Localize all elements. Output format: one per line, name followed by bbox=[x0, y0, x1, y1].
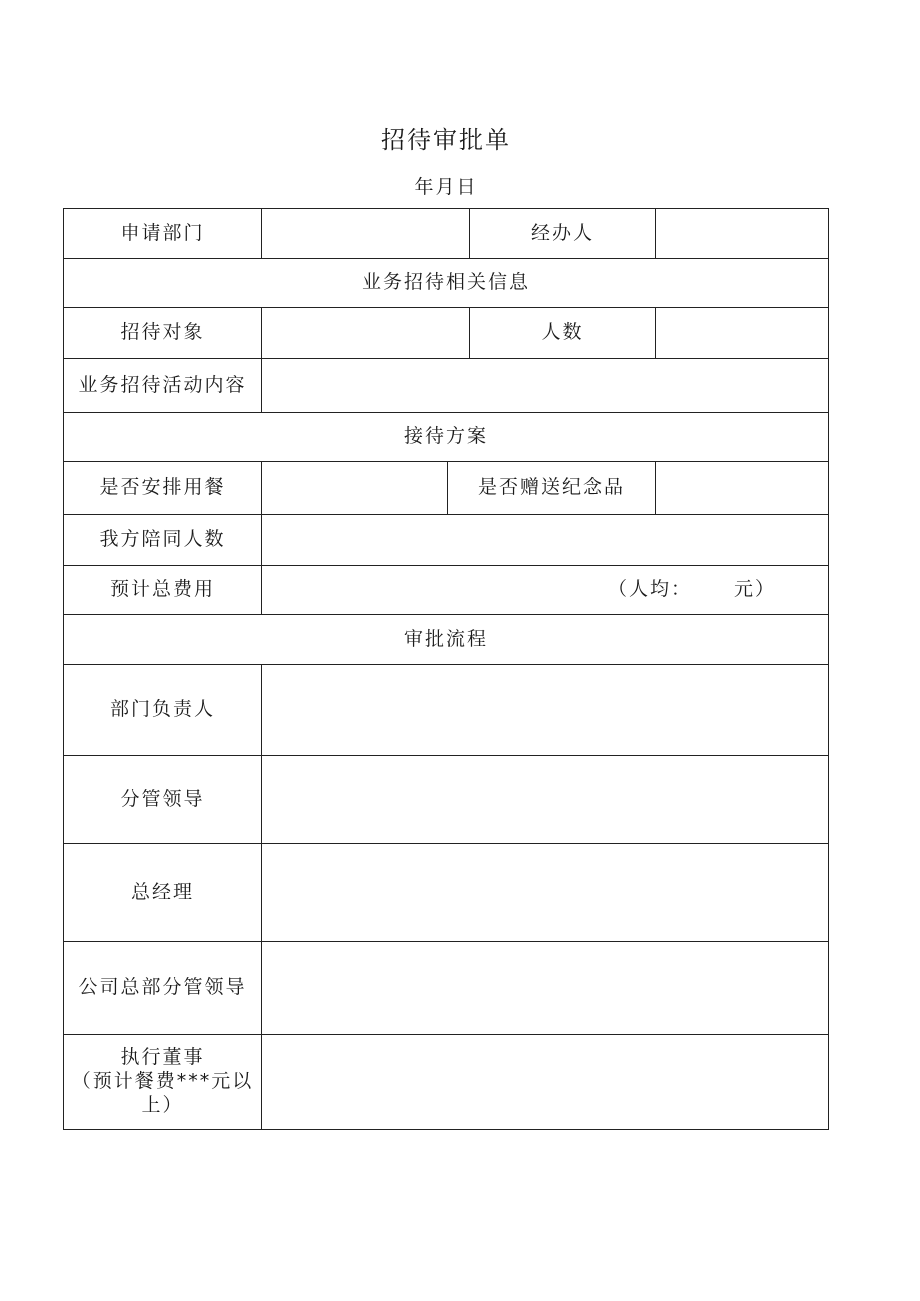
table-row bbox=[64, 942, 829, 1035]
table-row bbox=[64, 308, 829, 359]
table-row bbox=[64, 259, 829, 308]
exec-director-label bbox=[64, 1035, 262, 1130]
headcount-field[interactable] bbox=[656, 308, 829, 359]
supervisor-signature-field[interactable] bbox=[262, 756, 829, 844]
date-line: 年月日 bbox=[414, 176, 478, 198]
approval-form-table bbox=[63, 208, 829, 1130]
hq-supervisor-label: 公司总部分管领导 bbox=[64, 942, 262, 1035]
section-approval-header: 审批流程 bbox=[64, 615, 829, 665]
table-row bbox=[64, 756, 829, 844]
table-row bbox=[64, 462, 829, 515]
page-title: 招待审批单 bbox=[381, 126, 511, 154]
table-row bbox=[64, 413, 829, 462]
meal-field[interactable] bbox=[262, 462, 448, 515]
exec-director-line3: 上） bbox=[141, 1093, 184, 1116]
dept-head-signature-field[interactable] bbox=[262, 665, 829, 756]
activity-label: 业务招待活动内容 bbox=[64, 359, 262, 413]
meal-label: 是否安排用餐 bbox=[64, 462, 262, 515]
gm-signature-field[interactable] bbox=[262, 844, 829, 942]
guest-field[interactable] bbox=[262, 308, 470, 359]
section-plan-header: 接待方案 bbox=[64, 413, 829, 462]
handler-field[interactable] bbox=[656, 209, 829, 259]
activity-field[interactable] bbox=[262, 359, 829, 413]
headcount-label: 人数 bbox=[470, 308, 656, 359]
table-row bbox=[64, 209, 829, 259]
handler-label: 经办人 bbox=[470, 209, 656, 259]
per-person-prefix: （人均： bbox=[608, 578, 693, 601]
supervisor-label: 分管领导 bbox=[64, 756, 262, 844]
guest-label: 招待对象 bbox=[64, 308, 262, 359]
accompany-label: 我方陪同人数 bbox=[64, 515, 262, 566]
section-related-info-header: 业务招待相关信息 bbox=[64, 259, 829, 308]
hq-supervisor-signature-field[interactable] bbox=[262, 942, 829, 1035]
accompany-field[interactable] bbox=[262, 515, 829, 566]
table-row bbox=[64, 1035, 829, 1130]
table-row bbox=[64, 665, 829, 756]
table-row bbox=[64, 515, 829, 566]
dept-head-label: 部门负责人 bbox=[64, 665, 262, 756]
table-row bbox=[64, 359, 829, 413]
gift-field[interactable] bbox=[656, 462, 829, 515]
total-cost-label: 预计总费用 bbox=[64, 566, 262, 615]
gm-label: 总经理 bbox=[64, 844, 262, 942]
exec-director-line2: （预计餐费***元以 bbox=[71, 1070, 254, 1093]
table-row bbox=[64, 615, 829, 665]
per-person-note bbox=[608, 578, 776, 602]
department-field[interactable] bbox=[262, 209, 470, 259]
table-row bbox=[64, 566, 829, 615]
total-cost-field[interactable] bbox=[262, 566, 829, 615]
department-label: 申请部门 bbox=[64, 209, 262, 259]
per-person-suffix: 元） bbox=[734, 578, 777, 601]
exec-director-line1: 执行董事 bbox=[120, 1046, 205, 1069]
table-row bbox=[64, 844, 829, 942]
gift-label: 是否赠送纪念品 bbox=[448, 462, 656, 515]
exec-director-signature-field[interactable] bbox=[262, 1035, 829, 1130]
